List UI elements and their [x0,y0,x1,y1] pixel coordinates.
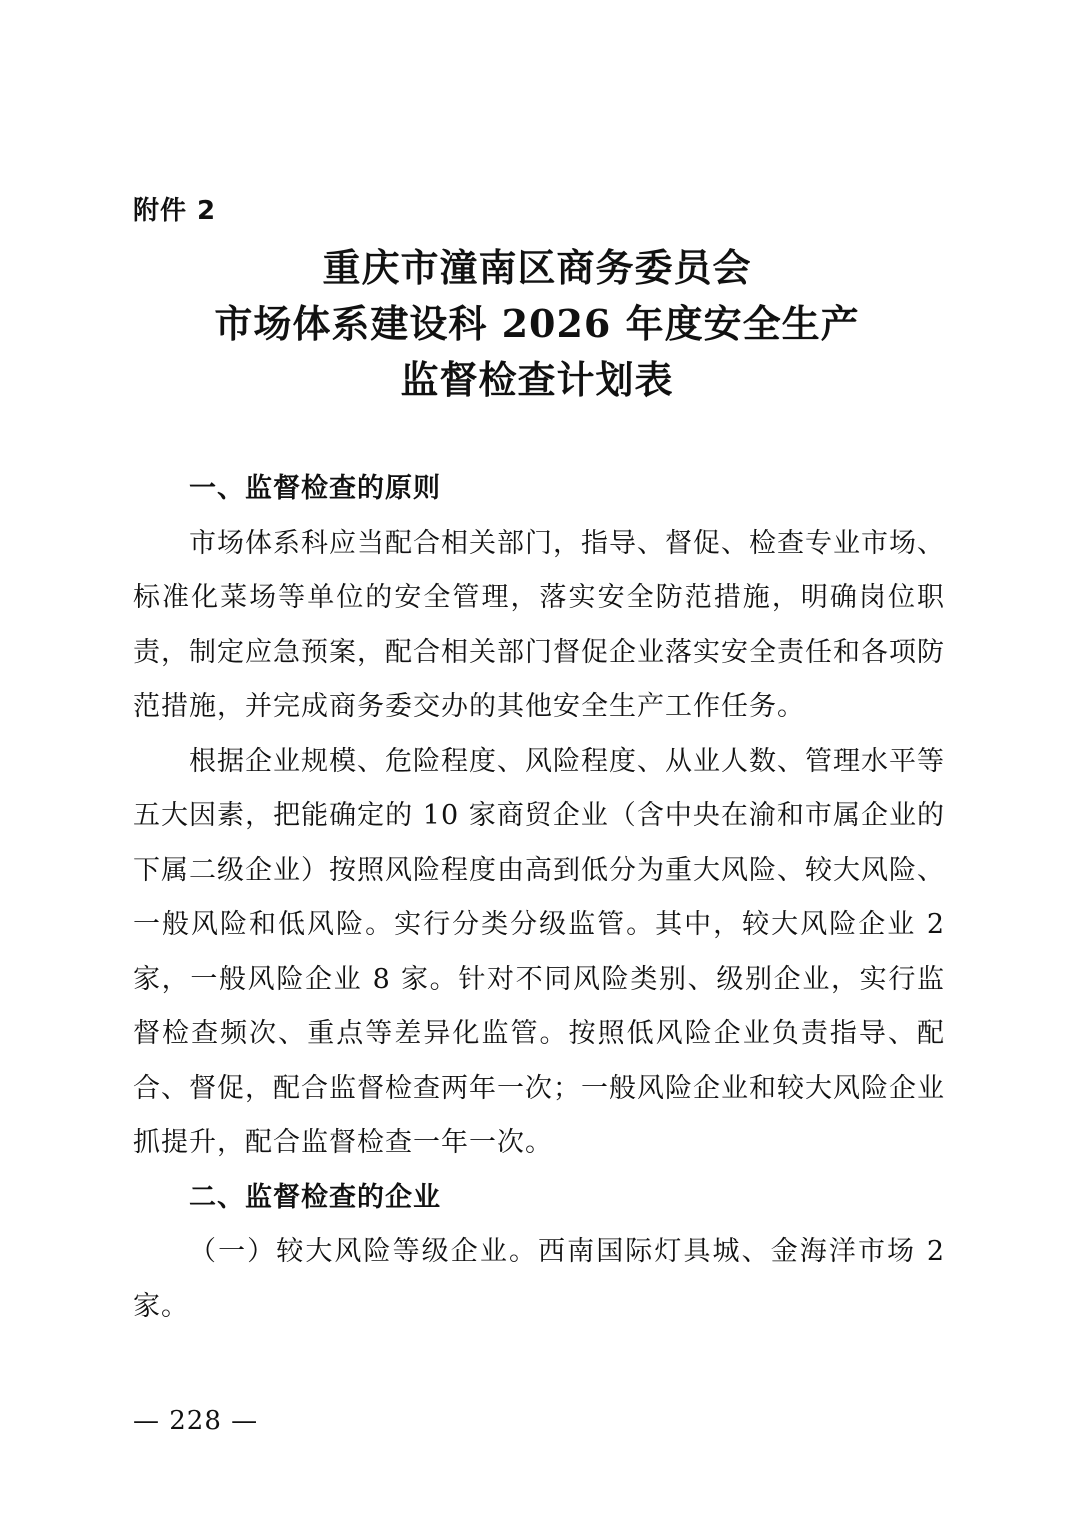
title-line-2: 市场体系建设科 2026 年度安全生产 [214,301,860,346]
attachment-label: 附件 2 [133,196,217,226]
document-body [133,462,945,1334]
section-1-heading: 一、监督检查的原则 [189,473,441,504]
title-line-1: 重庆市潼南区商务委员会 [322,245,752,290]
section-1-paragraph-2: 根据企业规模、危险程度、风险程度、从业人数、管理水平等五大因素，把能确定的 10 家商贸企业（含中央在渝和市属企业的下属二级企业）按照风险程度由高到低分为重大风险、较大风险、一般风险和低风险。实行分类分级监管。其中，较大风险企业 2 家，一般风险企业 8 家。针对不同风险类别、级别企业，实行监督检查频次、重点等差异化监管。按照低风险企业负责指导、配合、督促，配合监督检查两年一次；一般风险企业和较大风险企业抓提升，配合监督检查一年一次。 [133,745,945,1158]
section-2-heading: 二、监督检查的企业 [189,1181,441,1213]
document-title [0,240,1074,408]
title-line-3: 监督检查计划表 [400,357,674,402]
section-2-paragraph-1: （一）较大风险等级企业。西南国际灯具城、金海洋市场 2 家。 [133,1236,945,1322]
page-number: — 228 — [133,1406,259,1436]
section-1-paragraph-1: 市场体系科应当配合相关部门，指导、督促、检查专业市场、标准化菜场等单位的安全管理，落实安全防范措施，明确岗位职责，制定应急预案，配合相关部门督促企业落实安全责任和各项防范措施，并完成商务委交办的其他安全生产工作任务。 [133,527,945,722]
